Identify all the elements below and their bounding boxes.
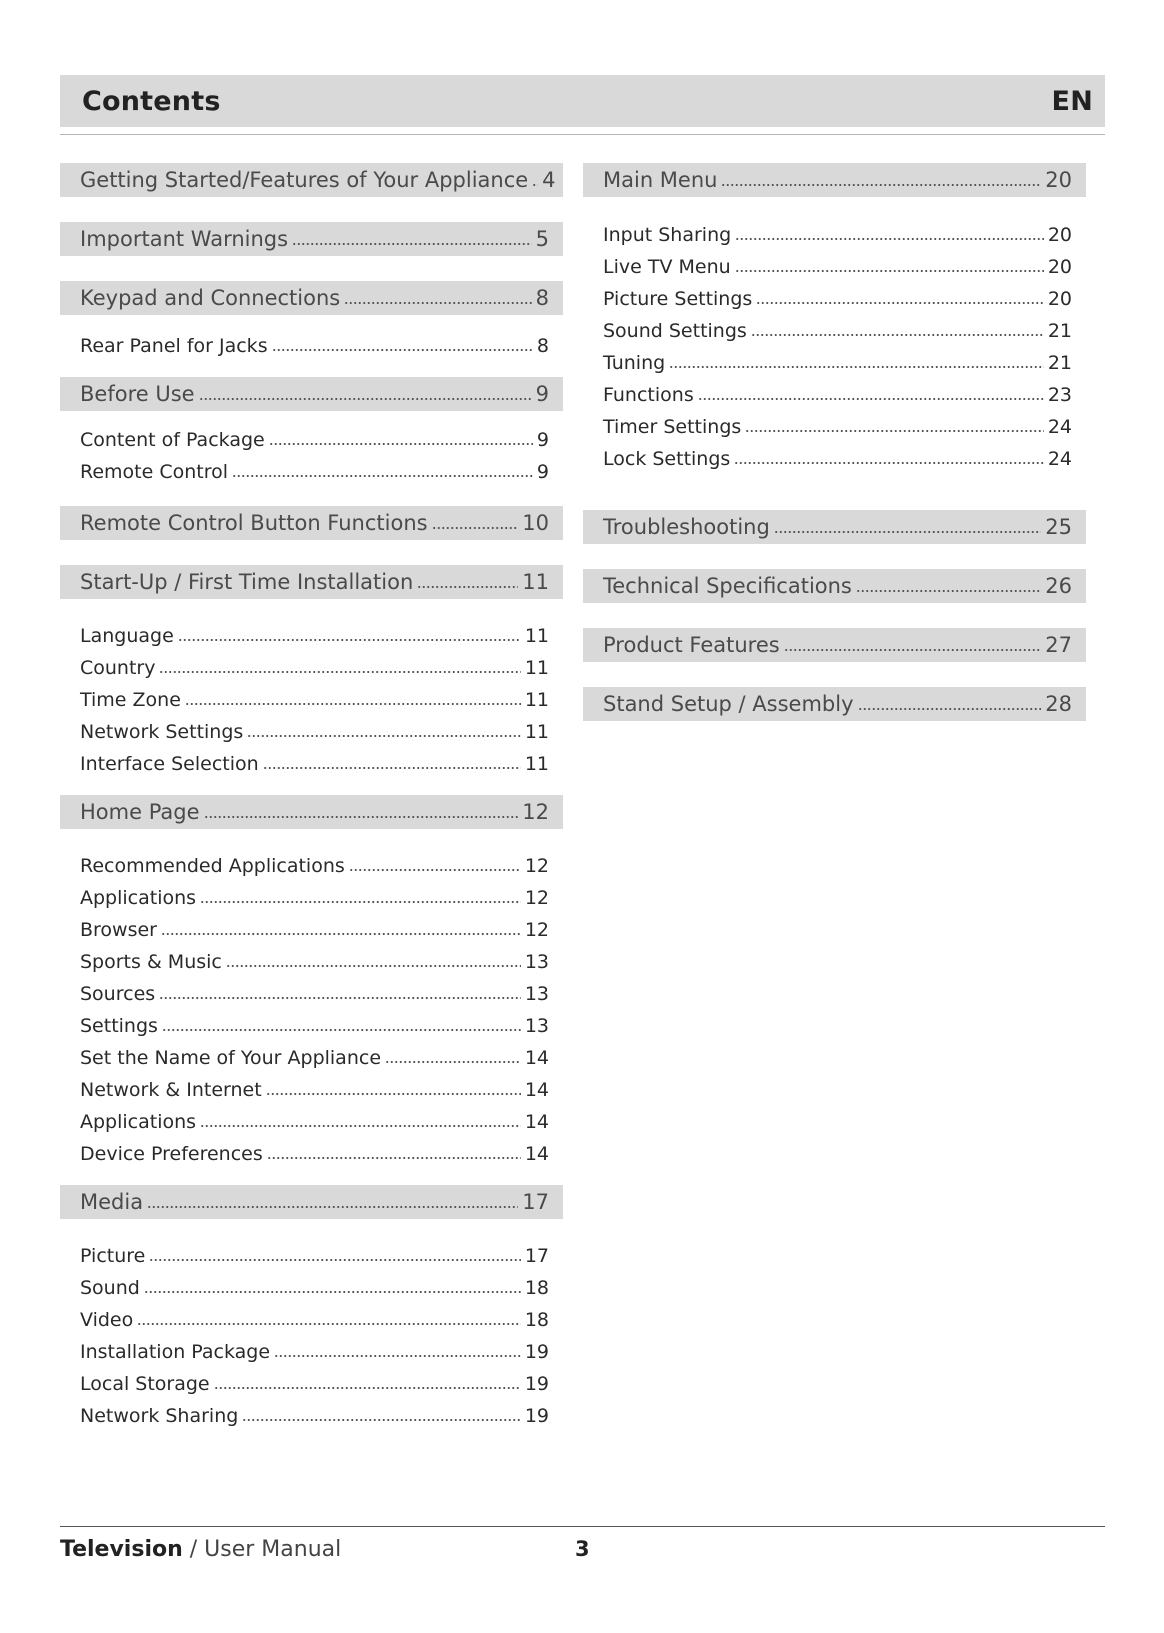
toc-section-heading bbox=[583, 628, 1086, 662]
toc-title: Technical Specifications bbox=[603, 574, 852, 598]
toc-entry bbox=[60, 850, 563, 882]
toc-title: Settings bbox=[80, 1015, 158, 1037]
toc-title: Content of Package bbox=[80, 429, 265, 451]
toc-entry bbox=[60, 330, 563, 362]
dot-leader bbox=[774, 518, 1041, 537]
toc-entry bbox=[60, 1368, 563, 1400]
toc-section-heading bbox=[583, 569, 1086, 603]
dot-leader bbox=[272, 337, 533, 354]
dot-leader bbox=[200, 1113, 521, 1130]
toc-title: Tuning bbox=[603, 352, 666, 374]
toc-page-number: 19 bbox=[524, 1405, 549, 1427]
toc-title: Sound bbox=[80, 1277, 140, 1299]
toc-page-number: 14 bbox=[524, 1143, 549, 1165]
dot-leader bbox=[735, 258, 1044, 275]
dot-leader bbox=[856, 577, 1041, 596]
language-code: EN bbox=[1051, 85, 1093, 117]
toc-title: Live TV Menu bbox=[603, 256, 731, 278]
toc-page-number: 9 bbox=[535, 382, 549, 406]
toc-page-number: 12 bbox=[522, 800, 549, 824]
toc-entry bbox=[583, 347, 1086, 379]
toc-title: Important Warnings bbox=[80, 227, 289, 251]
toc-page-number: 4 bbox=[542, 168, 556, 192]
toc-entry bbox=[60, 1304, 563, 1336]
dot-leader bbox=[432, 514, 519, 533]
dot-leader bbox=[137, 1311, 521, 1328]
toc-entry bbox=[60, 978, 563, 1010]
toc-page-number: 11 bbox=[524, 689, 549, 711]
footer-separator: / bbox=[182, 1537, 205, 1562]
toc-title: Sources bbox=[80, 983, 156, 1005]
dot-leader bbox=[162, 1017, 521, 1034]
toc-page-number: 11 bbox=[524, 721, 549, 743]
toc-page-number: 28 bbox=[1045, 692, 1072, 716]
toc-section-heading bbox=[60, 506, 563, 540]
toc-page-number: 12 bbox=[524, 887, 549, 909]
toc-title: Picture bbox=[80, 1245, 146, 1267]
dot-leader bbox=[669, 354, 1044, 371]
dot-leader bbox=[274, 1343, 521, 1360]
toc-title: Sound Settings bbox=[603, 320, 747, 342]
toc-entry bbox=[60, 716, 563, 748]
toc-page-number: 26 bbox=[1045, 574, 1072, 598]
toc-section-heading bbox=[60, 565, 563, 599]
toc-page-number: 12 bbox=[524, 919, 549, 941]
toc-title: Network Sharing bbox=[80, 1405, 239, 1427]
toc-entry bbox=[60, 914, 563, 946]
toc-page-number: 13 bbox=[524, 1015, 549, 1037]
toc-entry bbox=[60, 946, 563, 978]
toc-entry bbox=[60, 1042, 563, 1074]
toc-title: Troubleshooting bbox=[603, 515, 770, 539]
toc-entry bbox=[583, 411, 1086, 443]
toc-page-number: 20 bbox=[1045, 168, 1072, 192]
toc-right-column bbox=[583, 163, 1086, 721]
toc-page-number: 18 bbox=[524, 1277, 549, 1299]
dot-leader bbox=[263, 755, 521, 772]
toc-left-column bbox=[60, 163, 563, 1432]
toc-page-number: 24 bbox=[1047, 448, 1072, 470]
toc-entry bbox=[583, 251, 1086, 283]
toc-page-number: 8 bbox=[535, 286, 549, 310]
toc-title: Time Zone bbox=[80, 689, 181, 711]
toc-entry bbox=[60, 1138, 563, 1170]
toc-page-number: 11 bbox=[524, 625, 549, 647]
toc-page-number: 17 bbox=[524, 1245, 549, 1267]
dot-leader bbox=[532, 171, 538, 190]
dot-leader bbox=[149, 1247, 520, 1264]
contents-header bbox=[60, 75, 1105, 127]
toc-page-number: 23 bbox=[1047, 384, 1072, 406]
toc-entry bbox=[60, 424, 563, 456]
toc-title: Media bbox=[80, 1190, 144, 1214]
footer-divider bbox=[60, 1526, 1105, 1527]
dot-leader bbox=[721, 171, 1041, 190]
dot-leader bbox=[292, 230, 532, 249]
toc-title: Getting Started/Features of Your Appliance bbox=[80, 168, 529, 192]
dot-leader bbox=[266, 1081, 521, 1098]
dot-leader bbox=[735, 226, 1044, 243]
toc-entry bbox=[583, 283, 1086, 315]
footer-page-number: 3 bbox=[575, 1537, 590, 1561]
toc-title: Installation Package bbox=[80, 1341, 271, 1363]
dot-leader bbox=[144, 1279, 521, 1296]
toc-title: Home Page bbox=[80, 800, 200, 824]
toc-entry bbox=[583, 219, 1086, 251]
toc-title: Network Settings bbox=[80, 721, 244, 743]
dot-leader bbox=[734, 450, 1044, 467]
toc-entry bbox=[60, 1010, 563, 1042]
toc-page-number: 21 bbox=[1047, 320, 1072, 342]
toc-title: Set the Name of Your Appliance bbox=[80, 1047, 382, 1069]
toc-entry bbox=[60, 684, 563, 716]
toc-entry bbox=[60, 1240, 563, 1272]
toc-entry bbox=[60, 882, 563, 914]
dot-leader bbox=[267, 1145, 521, 1162]
dot-leader bbox=[269, 431, 533, 448]
dot-leader bbox=[858, 695, 1042, 714]
toc-entry bbox=[583, 379, 1086, 411]
toc-section-heading bbox=[60, 1185, 563, 1219]
toc-title: Product Features bbox=[603, 633, 780, 657]
toc-entry bbox=[60, 748, 563, 780]
toc-title: Lock Settings bbox=[603, 448, 731, 470]
toc-page-number: 12 bbox=[524, 855, 549, 877]
footer-doc-type: User Manual bbox=[204, 1537, 342, 1562]
toc-page-number: 20 bbox=[1047, 288, 1072, 310]
toc-entry bbox=[60, 1272, 563, 1304]
dot-leader bbox=[214, 1375, 521, 1392]
dot-leader bbox=[232, 463, 533, 480]
toc-page-number: 19 bbox=[524, 1373, 549, 1395]
toc-title: Remote Control Button Functions bbox=[80, 511, 428, 535]
toc-title: Sports & Music bbox=[80, 951, 222, 973]
footer-product: Television bbox=[60, 1537, 183, 1562]
toc-page-number: 20 bbox=[1047, 224, 1072, 246]
toc-title: Local Storage bbox=[80, 1373, 210, 1395]
toc-title: Country bbox=[80, 657, 156, 679]
toc-page-number: 11 bbox=[524, 657, 549, 679]
toc-entry bbox=[60, 1400, 563, 1432]
toc-title: Applications bbox=[80, 1111, 197, 1133]
toc-title: Functions bbox=[603, 384, 694, 406]
toc-entry bbox=[60, 1106, 563, 1138]
toc-page-number: 8 bbox=[536, 335, 549, 357]
toc-page-number: 14 bbox=[524, 1079, 549, 1101]
toc-title: Main Menu bbox=[603, 168, 718, 192]
toc-title: Browser bbox=[80, 919, 157, 941]
toc-section-heading bbox=[583, 163, 1086, 197]
toc-title: Network & Internet bbox=[80, 1079, 262, 1101]
dot-leader bbox=[226, 953, 521, 970]
toc-title: Interface Selection bbox=[80, 753, 259, 775]
toc-entry bbox=[60, 1074, 563, 1106]
header-divider bbox=[60, 134, 1105, 135]
dot-leader bbox=[385, 1049, 521, 1066]
dot-leader bbox=[344, 289, 531, 308]
dot-leader bbox=[147, 1193, 518, 1212]
toc-page-number: 17 bbox=[522, 1190, 549, 1214]
toc-page-number: 14 bbox=[524, 1111, 549, 1133]
toc-section-heading bbox=[60, 222, 563, 256]
dot-leader bbox=[242, 1407, 521, 1424]
toc-title: Remote Control bbox=[80, 461, 229, 483]
dot-leader bbox=[417, 573, 518, 592]
dot-leader bbox=[200, 889, 521, 906]
dot-leader bbox=[349, 857, 521, 874]
toc-title: Timer Settings bbox=[603, 416, 742, 438]
toc-title: Stand Setup / Assembly bbox=[603, 692, 854, 716]
dot-leader bbox=[199, 385, 532, 404]
toc-page-number: 18 bbox=[524, 1309, 549, 1331]
dot-leader bbox=[161, 921, 521, 938]
toc-title: Applications bbox=[80, 887, 197, 909]
dot-leader bbox=[178, 627, 521, 644]
toc-entry bbox=[60, 456, 563, 488]
toc-page-number: 25 bbox=[1045, 515, 1072, 539]
dot-leader bbox=[784, 636, 1042, 655]
toc-title: Keypad and Connections bbox=[80, 286, 341, 310]
page-title: Contents bbox=[82, 85, 221, 117]
toc-section-heading bbox=[60, 377, 563, 411]
dot-leader bbox=[751, 322, 1044, 339]
toc-entry bbox=[60, 1336, 563, 1368]
toc-section-heading bbox=[583, 510, 1086, 544]
toc-page-number: 5 bbox=[535, 227, 549, 251]
toc-page-number: 19 bbox=[524, 1341, 549, 1363]
toc-page-number: 24 bbox=[1047, 416, 1072, 438]
toc-page-number: 10 bbox=[522, 511, 549, 535]
footer-doc-title bbox=[60, 1537, 341, 1562]
toc-page-number: 13 bbox=[524, 951, 549, 973]
toc-page-number: 21 bbox=[1047, 352, 1072, 374]
toc-entry bbox=[60, 652, 563, 684]
toc-page-number: 27 bbox=[1045, 633, 1072, 657]
dot-leader bbox=[159, 659, 520, 676]
toc-section-heading bbox=[60, 795, 563, 829]
toc-title: Start-Up / First Time Installation bbox=[80, 570, 414, 594]
toc-page-number: 13 bbox=[524, 983, 549, 1005]
dot-leader bbox=[204, 803, 519, 822]
dot-leader bbox=[698, 386, 1044, 403]
toc-entry bbox=[60, 620, 563, 652]
toc-section-heading bbox=[583, 687, 1086, 721]
toc-entry bbox=[583, 443, 1086, 475]
dot-leader bbox=[745, 418, 1044, 435]
toc-title: Recommended Applications bbox=[80, 855, 345, 877]
toc-entry bbox=[583, 315, 1086, 347]
toc-title: Picture Settings bbox=[603, 288, 753, 310]
toc-page-number: 11 bbox=[522, 570, 549, 594]
toc-title: Before Use bbox=[80, 382, 195, 406]
toc-title: Device Preferences bbox=[80, 1143, 263, 1165]
dot-leader bbox=[756, 290, 1044, 307]
toc-section-heading bbox=[60, 163, 563, 197]
toc-page-number: 11 bbox=[524, 753, 549, 775]
dot-leader bbox=[159, 985, 521, 1002]
toc-title: Input Sharing bbox=[603, 224, 732, 246]
toc-title: Language bbox=[80, 625, 174, 647]
toc-title: Rear Panel for Jacks bbox=[80, 335, 268, 357]
toc-page-number: 20 bbox=[1047, 256, 1072, 278]
toc-page-number: 9 bbox=[536, 461, 549, 483]
toc-page-number: 9 bbox=[536, 429, 549, 451]
dot-leader bbox=[185, 691, 521, 708]
toc-title: Video bbox=[80, 1309, 134, 1331]
toc-page-number: 14 bbox=[524, 1047, 549, 1069]
toc-section-heading bbox=[60, 281, 563, 315]
dot-leader bbox=[247, 723, 521, 740]
